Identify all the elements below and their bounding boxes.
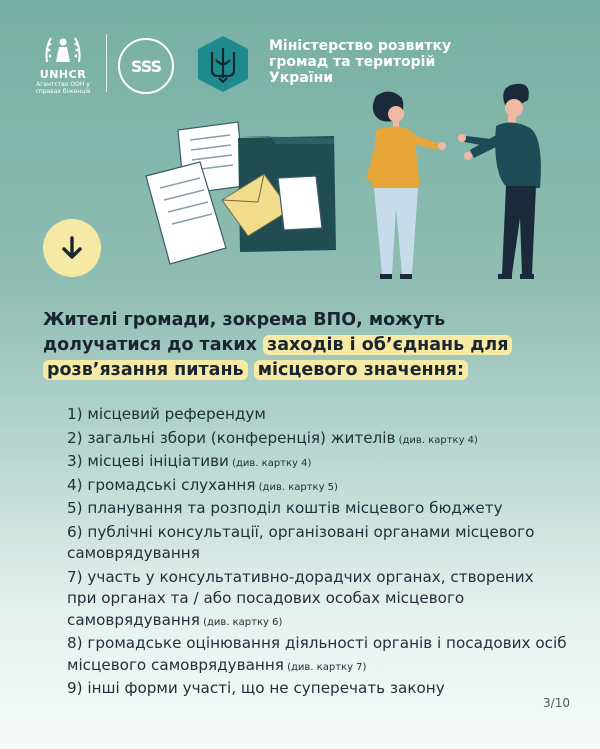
headline-highlight: місцевого значення: [254,360,468,380]
ministry-name: Міністерство розвитку громад та територій України [269,38,452,86]
unhcr-logo-icon [41,32,85,66]
unhcr-logo [28,32,98,95]
documents-illustration [146,122,336,264]
list-item: 1) місцевий референдум [67,405,266,423]
unhcr-title: UNHCR [39,68,87,81]
scroll-down-button[interactable] [43,219,101,277]
partner-logo: SSS [118,38,174,94]
unhcr-subtitle: Агентство ООН у справах біженців [35,81,91,95]
headline-text: Жителі громади, зокрема ВПО, можуть долучатися до таких [43,310,446,355]
logo-divider [106,34,107,92]
list-item: 6) публічні консультації, організовані органами місцевого самоврядування [67,522,535,562]
woman-figure [366,91,446,279]
list-item: 3) місцеві ініціативи (див. картку 4) [67,452,312,470]
headline-highlight: заходів і об’єднань для розв’язання питань [43,335,512,380]
list-item: 7) участь у консультативно-дорадчих органах, створених при органах та / або посадових особах місцевого самоврядування (див. картку 6) [67,567,534,629]
illustration [140,78,560,288]
page-indicator: 3/10 [543,696,570,710]
list-item: 2) загальні збори (конференція) жителів (див. картку 4) [67,428,478,447]
headline [43,308,563,383]
arrow-down-icon [59,235,85,261]
list-item: 9) інші форми участі, що не суперечать закону [67,679,445,697]
list-item: 5) планування та розподіл коштів місцевого бюджету [67,499,503,517]
list-item: 4) громадські слухання (див. картку 5) [67,475,338,494]
man-figure [458,84,541,279]
participation-forms-list [67,404,567,702]
list-item: 8) громадське оцінювання діяльності органів і посадових осіб місцевого самоврядування (див. картку 7) [67,634,567,674]
